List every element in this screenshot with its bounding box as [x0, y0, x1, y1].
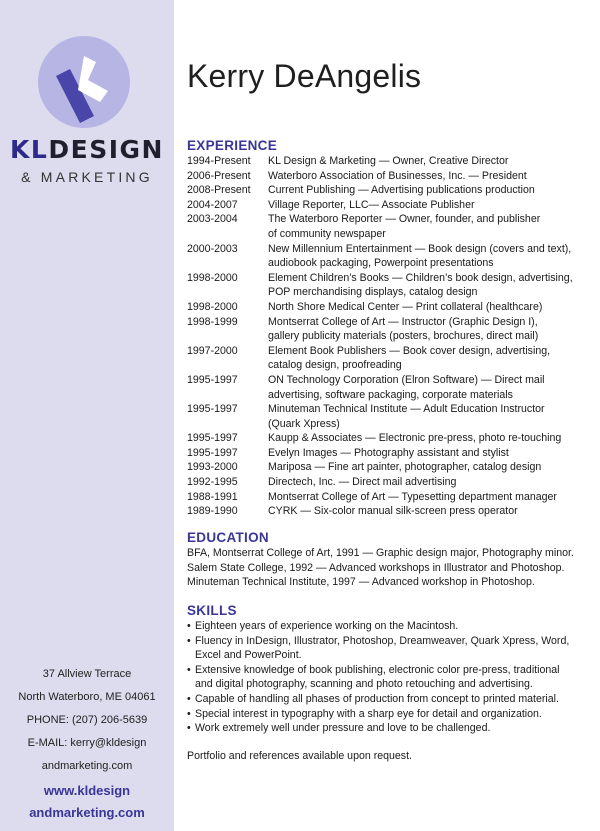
experience-description-line: (Quark Xpress) — [268, 417, 340, 430]
experience-row — [187, 242, 597, 271]
experience-description-line: KL Design & Marketing — Owner, Creative Director — [268, 155, 509, 167]
bullet-icon: • — [187, 722, 191, 735]
experience-description — [268, 242, 597, 271]
experience-description — [268, 431, 597, 446]
experience-row — [187, 198, 597, 213]
experience-description — [268, 344, 597, 373]
experience-date: 1997-2000 — [187, 344, 238, 357]
website-link-line2[interactable]: andmarketing.com — [29, 805, 145, 820]
experience-row — [187, 183, 597, 198]
brand-tagline: & MARKETING — [21, 169, 153, 185]
experience-description — [268, 154, 597, 169]
experience-description — [268, 169, 597, 184]
experience-description-line: Waterboro Association of Businesses, Inc. — President — [268, 169, 527, 182]
experience-row — [187, 169, 597, 184]
experience-title: EXPERIENCE — [187, 138, 278, 153]
skill-text: Special interest in typography with a sharp eye for detail and organization. — [195, 707, 542, 720]
experience-description — [268, 373, 597, 402]
experience-description — [268, 504, 597, 519]
experience-date: 1988-1991 — [187, 490, 238, 503]
experience-description-line: Minuteman Technical Institute — Adult Education Instructor — [268, 403, 545, 416]
experience-date: 2003-2004 — [187, 213, 238, 226]
experience-date: 2006-Present — [187, 169, 251, 182]
experience-row — [187, 402, 597, 431]
experience-row — [187, 504, 597, 519]
experience-description-line: Village Reporter, LLC— Associate Publisher — [268, 198, 475, 211]
contact-address-line1: 37 Allview Terrace — [42, 668, 132, 680]
experience-description-line: New Millennium Entertainment — Book design (covers and text), — [268, 242, 572, 255]
brand-name-rest: DESIGN — [48, 135, 164, 164]
bullet-icon: • — [187, 620, 191, 632]
experience-row — [187, 431, 597, 446]
experience-row — [187, 446, 597, 461]
experience-description — [268, 475, 597, 490]
experience-row — [187, 154, 597, 169]
education-title: EDUCATION — [187, 530, 269, 545]
contact-address-line2: North Waterboro, ME 04061 — [18, 691, 156, 703]
experience-date: 1993-2000 — [187, 461, 238, 474]
experience-row — [187, 475, 597, 490]
experience-description — [268, 315, 597, 344]
experience-description-line: Directech, Inc. — Direct mail advertising — [268, 476, 457, 489]
experience-description-line: Mariposa — Fine art painter, photographer, catalog design — [268, 461, 542, 474]
skill-text: Extensive knowledge of book publishing, electronic color pre-press, traditional and digital photography, scanning and photo retouching and advertising. — [195, 663, 560, 691]
experience-date: 2008-Present — [187, 184, 251, 197]
skill-item — [187, 721, 597, 736]
skill-item — [187, 634, 597, 663]
experience-date: 2004-2007 — [187, 198, 238, 211]
experience-description-line: Montserrat College of Art — Typesetting department manager — [268, 490, 557, 503]
experience-date: 1995-1997 — [187, 432, 238, 445]
experience-description-line: Montserrat College of Art — Instructor (Graphic Design I), — [268, 315, 538, 328]
experience-list — [187, 154, 597, 519]
experience-date: 1995-1997 — [187, 373, 238, 386]
experience-description-line: POP merchandising displays, catalog design — [268, 286, 478, 299]
experience-section — [187, 138, 597, 519]
experience-description-line: catalog design, proofreading — [268, 359, 402, 372]
experience-date: 1994-Present — [187, 155, 251, 167]
experience-description-line: The Waterboro Reporter — Owner, founder, and publisher — [268, 213, 541, 226]
experience-description-line: audiobook packaging, Powerpoint presentations — [268, 257, 494, 270]
experience-description-line: Element Book Publishers — Book cover design, advertising, — [268, 344, 551, 357]
bullet-icon: • — [187, 634, 191, 647]
experience-description — [268, 460, 597, 475]
person-name: Kerry DeAngelis — [187, 58, 422, 94]
experience-description — [268, 183, 597, 198]
experience-description-line: Element Children’s Books — Children’s book design, advertising, — [268, 271, 573, 284]
experience-date: 1992-1995 — [187, 476, 238, 489]
experience-row — [187, 344, 597, 373]
skills-section — [187, 603, 597, 736]
experience-row — [187, 315, 597, 344]
experience-description-line: North Shore Medical Center — Print collateral (healthcare) — [268, 300, 543, 313]
bullet-icon: • — [187, 707, 191, 720]
experience-description — [268, 212, 597, 241]
skill-text: Capable of handling all phases of production from concept to printed material. — [195, 692, 559, 705]
experience-date: 1998-2000 — [187, 300, 238, 313]
experience-description — [268, 446, 597, 461]
experience-description-line: gallery publicity materials (posters, brochures, direct mail) — [268, 330, 539, 343]
contact-email-cont[interactable]: andmarketing.com — [41, 760, 133, 772]
experience-description-line: ON Technology Corporation (Elron Software) — Direct mail — [268, 373, 545, 386]
experience-description-line: of community newspaper — [268, 227, 386, 240]
experience-description-line: Kaupp & Associates — Electronic pre-press, photo re-touching — [268, 432, 562, 445]
contact-phone: PHONE: (207) 206-5639 — [26, 714, 148, 726]
skill-text: Fluency in InDesign, Illustrator, Photoshop, Dreamweaver, Quark Xpress, Word, Excel and PowerPoint. — [195, 634, 570, 662]
experience-description — [268, 300, 597, 315]
experience-description — [268, 490, 597, 505]
experience-row — [187, 212, 597, 241]
kl-logo-icon — [38, 36, 130, 128]
skill-item — [187, 619, 597, 634]
experience-date: 1998-2000 — [187, 271, 238, 284]
experience-row — [187, 300, 597, 315]
contact-block — [0, 663, 174, 824]
brand-name-accent: KL — [10, 135, 49, 164]
experience-row — [187, 460, 597, 475]
experience-date: 2000-2003 — [187, 242, 238, 255]
experience-description — [268, 271, 597, 300]
experience-description-line: advertising, software packaging, corporate materials — [268, 388, 513, 401]
experience-row — [187, 373, 597, 402]
experience-description-line: Evelyn Images — Photography assistant and stylist — [268, 446, 509, 459]
skill-item — [187, 663, 597, 692]
experience-date: 1998-1999 — [187, 315, 238, 328]
education-line: Salem State College, 1992 — Advanced workshops in Illustrator and Photoshop. — [187, 561, 565, 574]
brand-name — [0, 135, 174, 164]
bullet-icon: • — [187, 692, 191, 705]
experience-row — [187, 271, 597, 300]
experience-row — [187, 490, 597, 505]
education-line: BFA, Montserrat College of Art, 1991 — Graphic design major, Photography minor. — [187, 547, 574, 559]
experience-description — [268, 402, 597, 431]
education-line: Minuteman Technical Institute, 1997 — Advanced workshop in Photoshop. — [187, 576, 535, 589]
sidebar — [0, 0, 174, 831]
bullet-icon: • — [187, 663, 191, 676]
skills-title: SKILLS — [187, 603, 237, 618]
skill-item — [187, 692, 597, 707]
experience-description — [268, 198, 597, 213]
portfolio-note: Portfolio and references available upon request. — [187, 750, 412, 762]
skill-item — [187, 707, 597, 722]
contact-email[interactable]: E-MAIL: kerry@kldesign — [27, 737, 147, 749]
education-section — [187, 530, 597, 590]
experience-date: 1995-1997 — [187, 446, 238, 459]
experience-date: 1995-1997 — [187, 403, 238, 416]
experience-description-line: Current Publishing — Advertising publications production — [268, 184, 535, 197]
experience-description-line: CYRK — Six-color manual silk-screen press operator — [268, 505, 518, 518]
skill-text: Eighteen years of experience working on the Macintosh. — [195, 620, 459, 632]
website-link-line1[interactable]: www.kldesign — [43, 783, 131, 798]
experience-date: 1989-1990 — [187, 505, 238, 518]
skill-text: Work extremely well under pressure and love to be challenged. — [195, 722, 491, 735]
